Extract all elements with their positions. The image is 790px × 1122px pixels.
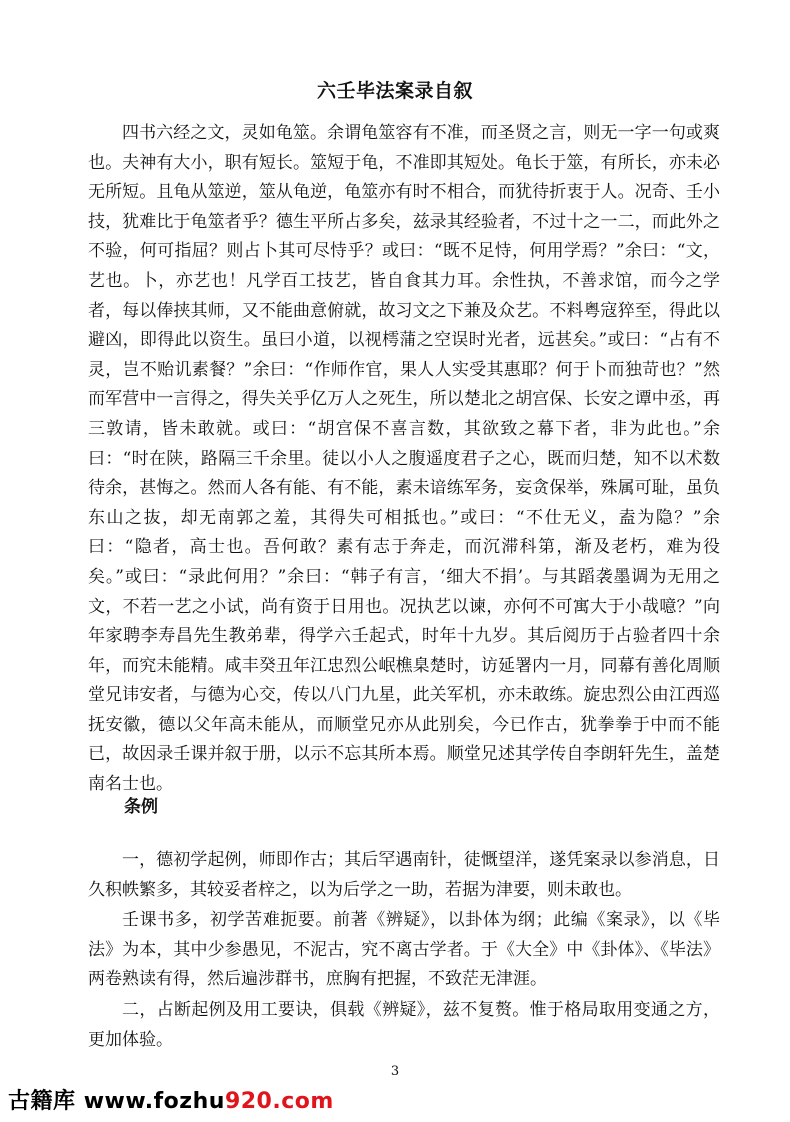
rule-item-1: 一，德初学起例，师即作古；其后罕遇南针，徒慨望洋，遂凭案录以参消息，日久积帙繁多，其较妥者梓之，以为后学之一助，若据为津要，则未敢也。 — [88, 850, 720, 900]
page-number: 3 — [390, 1064, 400, 1079]
preface-paragraph: 四书六经之文，灵如龟筮。余谓龟筮容有不准，而圣贤之言，则无一字一句或爽也。夫神有大小，职有短长。筮短于龟，不准即其短处。龟长于筮，有所长，亦未必无所短。且龟从筮逆，筮从龟逆，龟筮亦有时不相合，而犹待折衷于人。况奇、壬小技，犹难比于龟筮者乎？德生平所占多矣，兹录其经验者，不过十之一二，而此外之不验，何可指屈？则占卜其可尽恃乎？或曰：“既不足恃，何用学焉？”余曰：“文，艺也。卜，亦艺也！凡学百工技艺，皆自食其力耳。余性执，不善求馆，而今之学者，每以俸挟其师，又不能曲意俯就，故习文之下兼及众艺。不料粤寇猝至，得此以避凶，即得此以资生。虽曰小道，以视樗蒲之空误时光者，远甚矣。”或曰：“占有不灵，岂不贻讥素餐？”余曰：“作师作官，果人人实受其惠耶？何于卜而独苛也？”然而军营中一言得之，得失关乎亿万人之死生，所以楚北之胡宫保、长安之谭中丞，再三敦请，皆未敢就。或曰：“胡宫保不喜言数，其欲致之幕下者，非为此也。”余曰：“时在陕，路隔三千余里。徒以小人之腹遥度君子之心，既而归楚，知不以术数待余，甚悔之。然而人各有能、有不能，素未谙练军务，妄贪保举，殊属可耻，虽负东山之抜，却无南郭之羞，其得失可相抵也。”或曰：“不仕无义，盍为隐？”余曰：“隐者，高士也。吾何敢？素有志于奔走，而沉滞科第，渐及老朽，难为役矣。”或曰：“录此何用？”余曰：“韩子有言，‘细大不捐’。与其蹈袭墨调为无用之文，不若一艺之小试，尚有资于日用也。况执艺以谏，亦何不可寓大于小哉噫？”向年家聘李寿昌先生教弟辈，得学六壬起式，时年十九岁。其后阅历于占验者四十余年，而究未能精。咸丰癸丑年江忠烈公岷樵臬楚时，访延署内一月，同幕有善化周顺堂兄讳安者，与德为心交，传以八门九星，此关军机，亦未敢练。旋忠烈公由江西巡抚安徽，德以父年高未能从，而顺堂兄亦从此别矣，今已作古，犹拳拳于中而不能已，故因录壬课并叙于册，以示不忘其所本焉。顺堂兄述其学传自李朗轩先生，盖楚南名士也。 — [88, 123, 720, 795]
rule-item-3: 二，占断起例及用工要诀，俱载《辨疑》，兹不复赘。惟于格局取用变通之方，更加体验。 — [88, 999, 720, 1050]
rules-heading: 条例 — [124, 797, 158, 817]
rules-body — [88, 846, 720, 1056]
page-title: 六壬毕法案录自叙 — [316, 80, 473, 102]
watermark-site-name: 古籍库 — [8, 1089, 76, 1114]
site-watermark — [8, 1084, 334, 1115]
preface-body — [88, 119, 720, 800]
rule-item-2: 壬课书多，初学苦难扼要。前著《辨疑》，以卦体为纲；此编《案录》，以《毕法》为本，其中少参愚见，不泥古，究不离古学者。于《大全》中《卦体》、《毕法》两卷熟读有得，然后遍涉群书，庶胸有把握，不致茫无津涯。 — [88, 910, 720, 990]
watermark-url-tail: 920.com — [224, 1089, 334, 1114]
watermark-url-main: www.fozhu — [83, 1089, 225, 1114]
